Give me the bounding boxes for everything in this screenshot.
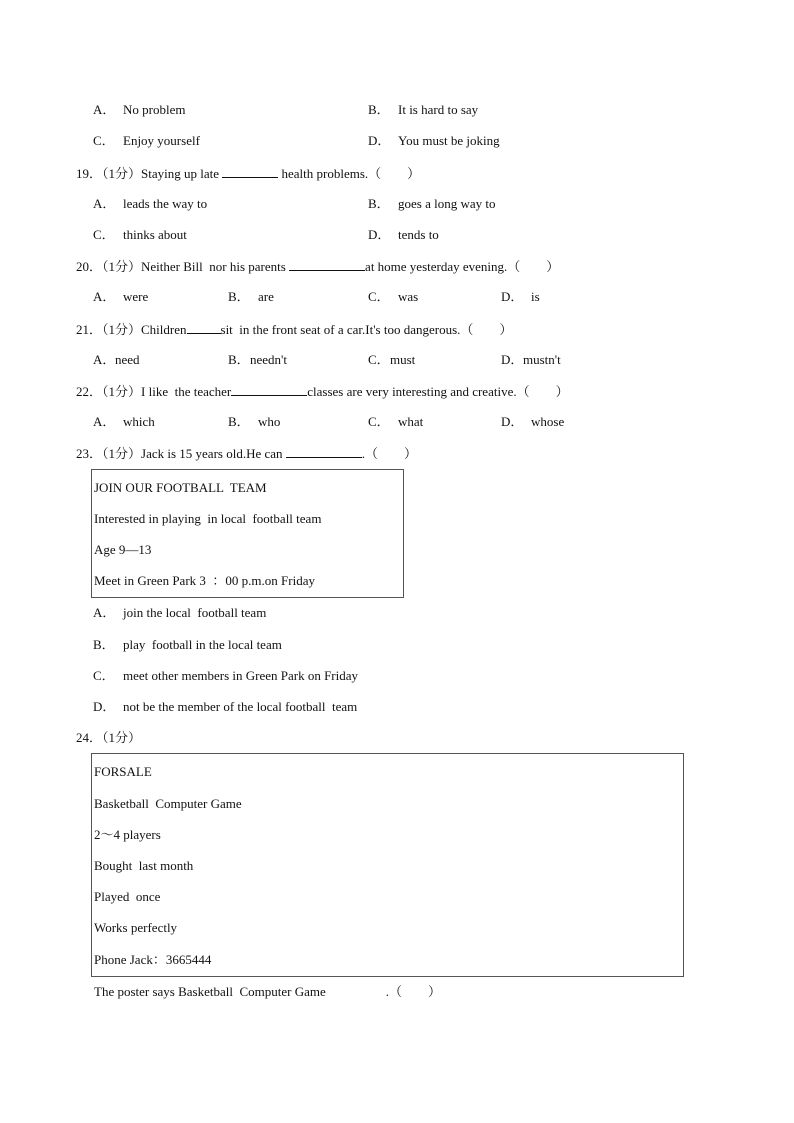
q22-option-a: A． which: [93, 414, 155, 429]
q20-option-d: D． is: [501, 289, 540, 304]
q19-option-a: A． leads the way to: [93, 196, 208, 211]
q21-option-c: C．must: [368, 352, 416, 367]
q20-option-c: C． was: [368, 289, 419, 304]
q20-stem: 20．（1分）Neither Bill nor his parents at home yesterday evening.（ ）: [76, 259, 560, 274]
q19-stem: 19．（1分）Staying up late health problems.（ ）: [76, 166, 421, 181]
q23-blank: [286, 445, 362, 458]
q21-option-b: B．needn't: [228, 352, 287, 367]
q24-poster-line: Bought last month: [94, 858, 194, 873]
q19-option-d: D． tends to: [368, 227, 439, 242]
q23-stem: 23．（1分）Jack is 15 years old.He can .（ ）: [76, 446, 418, 461]
q23-notice-line: Meet in Green Park 3 ：00 p.m.on Friday: [94, 573, 315, 588]
q23-notice-line: Age 9—13: [94, 542, 152, 557]
q23-option-c: C． meet other members in Green Park on Friday: [93, 668, 359, 683]
q23-notice-box: [91, 469, 404, 598]
q19-option-c: C． thinks about: [93, 227, 187, 242]
q20-blank: [289, 258, 365, 271]
q19-blank: [222, 165, 278, 178]
q22-option-b: B． who: [228, 414, 281, 429]
q23-option-a: A． join the local football team: [93, 605, 267, 620]
q24-poster-line: 2～4 players: [94, 827, 161, 842]
q24-poster-line: Basketball Computer Game: [94, 796, 242, 811]
q24-number: 24．（1分）: [76, 730, 142, 745]
q20-option-a: A． were: [93, 289, 149, 304]
q23-notice-line: Interested in playing in local football team: [94, 511, 322, 526]
q24-poster-box: [91, 753, 684, 977]
q24-poster-line: Phone Jack：3665444: [94, 952, 212, 967]
q18-option-a: A． No problem: [93, 102, 186, 117]
q21-option-a: A．need: [93, 352, 140, 367]
q24-poster-line: FORSALE: [94, 764, 152, 779]
q23-option-d: D． not be the member of the local football team: [93, 699, 358, 714]
q22-stem: 22．（1分）I like the teacher classes are very interesting and creative.（ ）: [76, 384, 569, 399]
q18-option-c: C． Enjoy yourself: [93, 133, 200, 148]
q24-stem: The poster says Basketball Computer Game .（ ）: [94, 984, 442, 999]
q23-option-b: B． play football in the local team: [93, 637, 282, 652]
q21-stem: 21．（1分）Children sit in the front seat of a car.It's too dangerous.（ ）: [76, 322, 513, 337]
q22-blank: [231, 383, 307, 396]
q24-poster-line: Played once: [94, 889, 161, 904]
q22-option-c: C． what: [368, 414, 424, 429]
q24-poster-line: Works perfectly: [94, 920, 178, 935]
q21-blank: [187, 321, 221, 334]
q18-option-b: B． It is hard to say: [368, 102, 479, 117]
q18-option-d: D． You must be joking: [368, 133, 500, 148]
q21-option-d: D．mustn't: [501, 352, 561, 367]
q19-option-b: B． goes a long way to: [368, 196, 496, 211]
q23-notice-line: JOIN OUR FOOTBALL TEAM: [94, 480, 267, 495]
q20-option-b: B． are: [228, 289, 274, 304]
q22-option-d: D． whose: [501, 414, 565, 429]
